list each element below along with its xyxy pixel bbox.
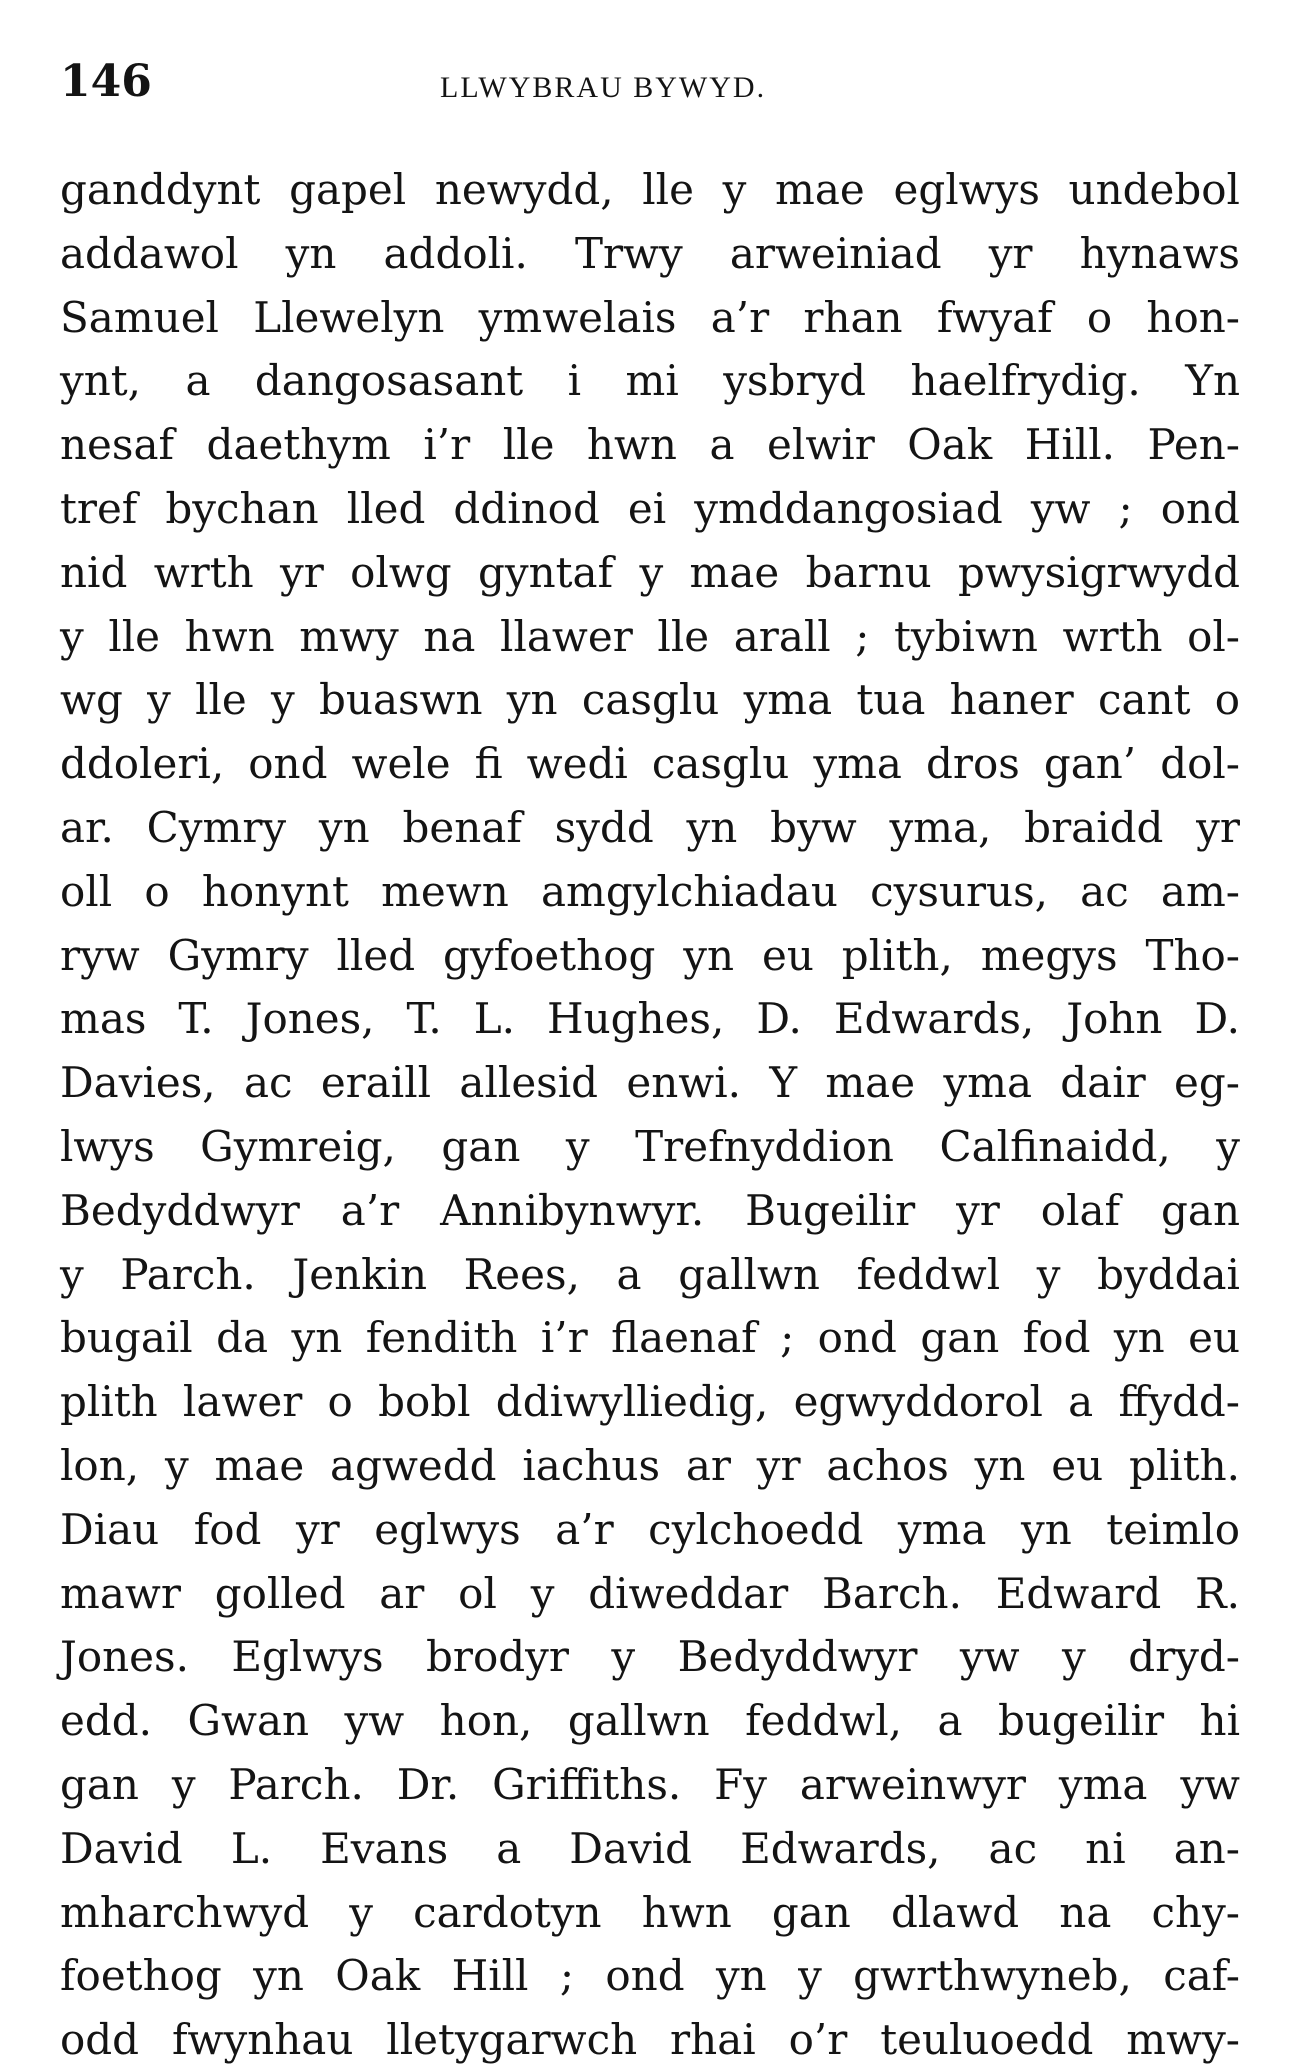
text-line: odd fwynhau lletygarwch rhai o’r teuluoedd mwy- (60, 2015, 1240, 2065)
text-line: mawr golled ar ol y diweddar Barch. Edward R. (60, 1568, 1240, 1618)
text-line: bugail da yn fendith i’r flaenaf ; ond gan fod yn eu (60, 1313, 1240, 1363)
text-line: lon, y mae agwedd iachus ar yr achos yn eu plith. (60, 1440, 1240, 1490)
text-line: mas T. Jones, T. L. Hughes, D. Edwards, John D. (60, 994, 1240, 1044)
text-line: y lle hwn mwy na llawer lle arall ; tybiwn wrth ol- (60, 611, 1240, 661)
text-line: nesaf daethym i’r lle hwn a elwir Oak Hill. Pen- (60, 420, 1240, 470)
text-line: ar. Cymry yn benaf sydd yn byw yma, braidd yr (60, 802, 1240, 852)
text-line: addawol yn addoli. Trwy arweiniad yr hynaws (60, 228, 1240, 278)
text-line: Davies, ac eraill allesid enwi. Y mae yma dair eg- (60, 1058, 1240, 1108)
text-line: lwys Gymreig, gan y Trefnyddion Calfinaidd, y (60, 1121, 1240, 1171)
page-header (60, 52, 1240, 112)
text-line: Samuel Llewelyn ymwelais a’r rhan fwyaf o hon- (60, 292, 1240, 342)
text-line: edd. Gwan yw hon, gallwn feddwl, a bugeilir hi (60, 1696, 1240, 1746)
text-line: ynt, a dangosasant i mi ysbryd haelfrydig. Yn (60, 356, 1240, 406)
text-line: David L. Evans a David Edwards, ac ni an- (60, 1823, 1240, 1873)
text-line: ganddynt gapel newydd, lle y mae eglwys undebol (60, 165, 1240, 214)
text-line: ryw Gymry lled gyfoethog yn eu plith, megys Tho- (60, 930, 1240, 980)
text-line: wg y lle y buaswn yn casglu yma tua haner cant o (60, 675, 1240, 725)
text-line: tref bychan lled ddinod ei ymddangosiad yw ; ond (60, 483, 1240, 533)
body-text (60, 158, 1240, 2072)
text-line: mharchwyd y cardotyn hwn gan dlawd na chy- (60, 1887, 1240, 1937)
text-line: nid wrth yr olwg gyntaf y mae barnu pwysigrwydd (60, 547, 1240, 597)
text-line: y Parch. Jenkin Rees, a gallwn feddwl y byddai (60, 1249, 1240, 1299)
text-line: Jones. Eglwys brodyr y Bedyddwyr yw y dryd- (60, 1632, 1240, 1682)
text-line: Diau fod yr eglwys a’r cylchoedd yma yn teimlo (60, 1504, 1240, 1554)
text-line: Bedyddwyr a’r Annibynwyr. Bugeilir yr olaf gan (60, 1185, 1240, 1235)
page-number: 146 (60, 56, 152, 107)
running-title: LLWYBRAU BYWYD. (440, 71, 767, 104)
text-line: ddoleri, ond wele fi wedi casglu yma dros gan’ dol- (60, 739, 1240, 789)
text-line: foethog yn Oak Hill ; ond yn y gwrthwyneb, caf- (60, 1951, 1240, 2001)
text-line: plith lawer o bobl ddiwylliedig, egwyddorol a ffydd- (60, 1377, 1240, 1427)
text-line: gan y Parch. Dr. Griffiths. Fy arweinwyr yma yw (60, 1759, 1240, 1809)
text-line: oll o honynt mewn amgylchiadau cysurus, ac am- (60, 866, 1240, 916)
